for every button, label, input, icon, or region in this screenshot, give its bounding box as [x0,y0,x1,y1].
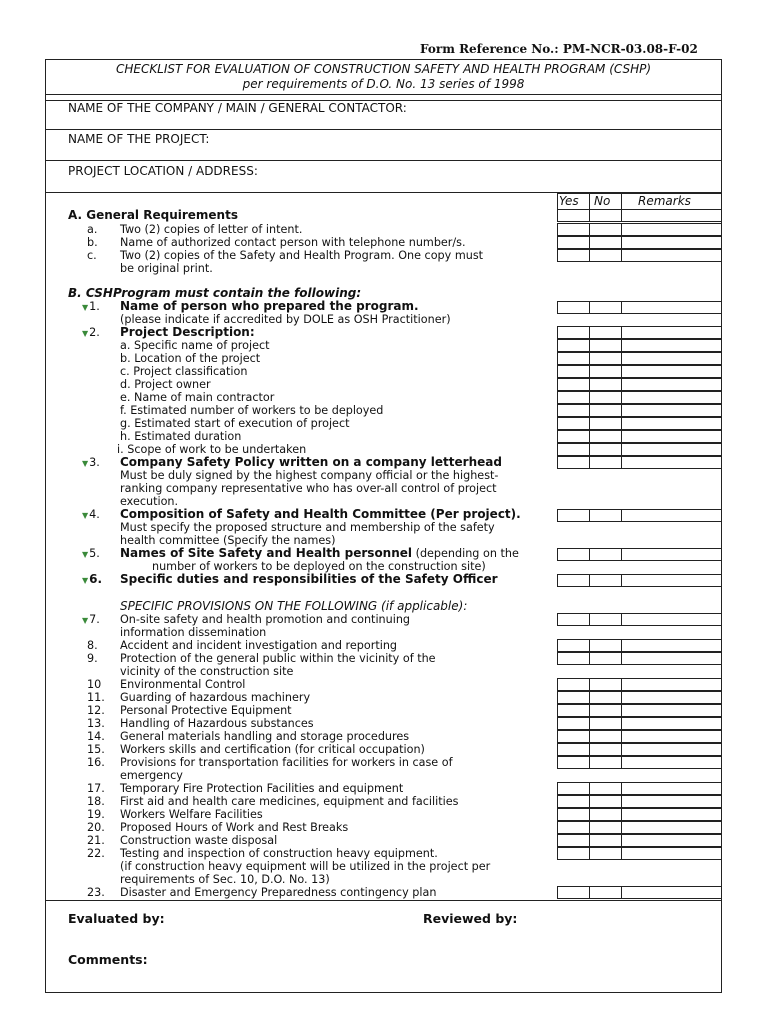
item-text: First aid and health care medicines, equipment and facilities [120,795,459,808]
sub-item: a. Specific name of project [120,339,270,352]
item-text: Temporary Fire Protection Facilities and equipment [120,782,404,795]
sub-item: f. Estimated number of workers to be deployed [120,404,384,417]
sub-item: g. Estimated start of execution of project [120,417,350,430]
item-text: ranking company representative who has over-all control of project [120,482,497,495]
checkbox-row[interactable] [557,574,722,587]
checkbox-row[interactable] [557,678,722,691]
item-title: Name of person who prepared the program. [120,299,419,313]
item-text: Personal Protective Equipment [120,704,292,717]
item-number: ▼3. [82,456,100,469]
item-number: ▼5. [82,547,100,560]
item-text: Testing and inspection of construction heavy equipment. [120,847,438,860]
sub-item: d. Project owner [120,378,211,391]
item-number: 17. [87,782,105,795]
item-number: b. [87,236,98,249]
form-reference: Form Reference No.: PM-NCR-03.08-F-02 [420,42,698,56]
divider [45,94,722,95]
item-number: ▼7. [82,613,100,626]
comments-label[interactable]: Comments: [68,952,148,967]
item-title: Project Description: [120,325,255,339]
checkbox-row[interactable] [557,834,722,847]
checkbox-row[interactable] [557,808,722,821]
checkbox-row[interactable] [557,430,722,443]
project-name-field[interactable]: NAME OF THE PROJECT: [68,132,210,146]
checkbox-row[interactable] [557,509,722,522]
item-text: Disaster and Emergency Preparedness contingency plan [120,886,437,899]
item-text: Protection of the general public within the vicinity of the [120,652,436,665]
item-text: Accident and incident investigation and reporting [120,639,398,652]
checkbox-row[interactable] [557,847,722,860]
checkbox-row[interactable] [557,223,722,236]
item-text: Construction waste disposal [120,834,278,847]
item-number: ▼4. [82,508,100,521]
item-text: emergency [120,769,183,782]
section-b-title: B. CSHProgram must contain the following: [68,286,362,300]
item-text: Two (2) copies of the Safety and Health Program. One copy must [120,249,484,262]
checkbox-row[interactable] [557,352,722,365]
item-number: 16. [87,756,105,769]
item-number: 11. [87,691,105,704]
item-text: Guarding of hazardous machinery [120,691,311,704]
checkbox-row[interactable] [557,886,722,899]
item-number: 10 [87,678,102,691]
item-text: vicinity of the construction site [120,665,294,678]
item-number: 15. [87,743,105,756]
checkbox-row[interactable] [557,743,722,756]
checkbox-row[interactable] [557,339,722,352]
item-number: ▼1. [82,300,100,313]
checkbox-row[interactable] [557,326,722,339]
checkbox-row[interactable] [557,301,722,314]
form-title: CHECKLIST FOR EVALUATION OF CONSTRUCTION SAFETY AND HEALTH PROGRAM (CSHP) [115,62,652,76]
item-number: 8. [87,639,98,652]
company-name-field[interactable]: NAME OF THE COMPANY / MAIN / GENERAL CONTACTOR: [68,101,407,115]
checkbox-row[interactable] [557,209,722,222]
item-title: Company Safety Policy written on a company letterhead [120,455,502,469]
section-a-title: A. General Requirements [68,208,238,222]
item-title: Composition of Safety and Health Committee (Per project). [120,507,521,521]
item-text: Proposed Hours of Work and Rest Breaks [120,821,349,834]
checkbox-row[interactable] [557,443,722,456]
item-number: 9. [87,652,98,665]
checkbox-row[interactable] [557,795,722,808]
checkbox-row[interactable] [557,613,722,626]
checkbox-row[interactable] [557,821,722,834]
checkbox-row[interactable] [557,704,722,717]
sub-item: e. Name of main contractor [120,391,275,404]
checkbox-row[interactable] [557,639,722,652]
checkbox-row[interactable] [557,756,722,769]
item-text: Must be duly signed by the highest company official or the highest- [120,469,499,482]
item-text: General materials handling and storage procedures [120,730,410,743]
sub-item: i. Scope of work to be undertaken [117,443,307,456]
item-number: ▼6. [82,572,103,586]
item-number: 22. [87,847,105,860]
item-number: 19. [87,808,105,821]
column-no: No [594,194,611,208]
item-text: requirements of Sec. 10, D.O. No. 13) [120,873,330,886]
checkbox-row[interactable] [557,456,722,469]
item-note: (please indicate if accredited by DOLE as OSH Practitioner) [120,313,451,326]
divider [45,900,722,901]
item-text: execution. [120,495,179,508]
item-title: Names of Site Safety and Health personnel (depending on the [120,546,519,560]
item-number: c. [87,249,97,262]
checkbox-row[interactable] [557,691,722,704]
checkbox-row[interactable] [557,782,722,795]
item-number: 23. [87,886,105,899]
column-yes: Yes [559,194,579,208]
checkbox-row[interactable] [557,730,722,743]
item-text: On-site safety and health promotion and continuing [120,613,411,626]
checkbox-row[interactable] [557,365,722,378]
checkbox-row[interactable] [557,548,722,561]
item-number: 13. [87,717,105,730]
item-text: be original print. [120,262,213,275]
item-title: Specific duties and responsibilities of the Safety Officer [120,572,498,586]
item-number: ▼2. [82,326,100,339]
checkbox-row[interactable] [557,236,722,249]
sub-item: h. Estimated duration [120,430,242,443]
item-number: 12. [87,704,105,717]
item-text: Must specify the proposed structure and membership of the safety [120,521,495,534]
checkbox-row[interactable] [557,417,722,430]
item-text: Handling of Hazardous substances [120,717,314,730]
item-text: (if construction heavy equipment will be utilized in the project per [120,860,491,873]
item-text: Workers Welfare Facilities [120,808,263,821]
checkbox-row[interactable] [557,652,722,665]
item-text: Provisions for transportation facilities for workers in case of [120,756,453,769]
checkbox-row[interactable] [557,249,722,262]
item-number: a. [87,223,98,236]
sub-item: b. Location of the project [120,352,261,365]
item-text: information dissemination [120,626,267,639]
item-text: Workers skills and certification (for critical occupation) [120,743,425,756]
item-number: 18. [87,795,105,808]
item-text: Name of authorized contact person with telephone number/s. [120,236,466,249]
specific-provisions-title: SPECIFIC PROVISIONS ON THE FOLLOWING (if applicable): [120,599,468,613]
divider [45,160,722,161]
item-number: 21. [87,834,105,847]
divider [45,129,722,130]
sub-item: c. Project classification [120,365,248,378]
item-text: number of workers to be deployed on the construction site) [152,560,486,573]
checkbox-row[interactable] [557,378,722,391]
evaluated-by-label[interactable]: Evaluated by: [68,911,165,926]
form-subtitle: per requirements of D.O. No. 13 series of 1998 [242,77,525,91]
column-remarks: Remarks [638,194,691,208]
item-text: Two (2) copies of letter of intent. [120,223,303,236]
reviewed-by-label[interactable]: Reviewed by: [423,911,518,926]
project-location-field[interactable]: PROJECT LOCATION / ADDRESS: [68,164,258,178]
item-text: health committee (Specify the names) [120,534,336,547]
item-text: Environmental Control [120,678,246,691]
checkbox-row[interactable] [557,717,722,730]
checkbox-row[interactable] [557,404,722,417]
item-number: 20. [87,821,105,834]
item-number: 14. [87,730,105,743]
checkbox-row[interactable] [557,391,722,404]
